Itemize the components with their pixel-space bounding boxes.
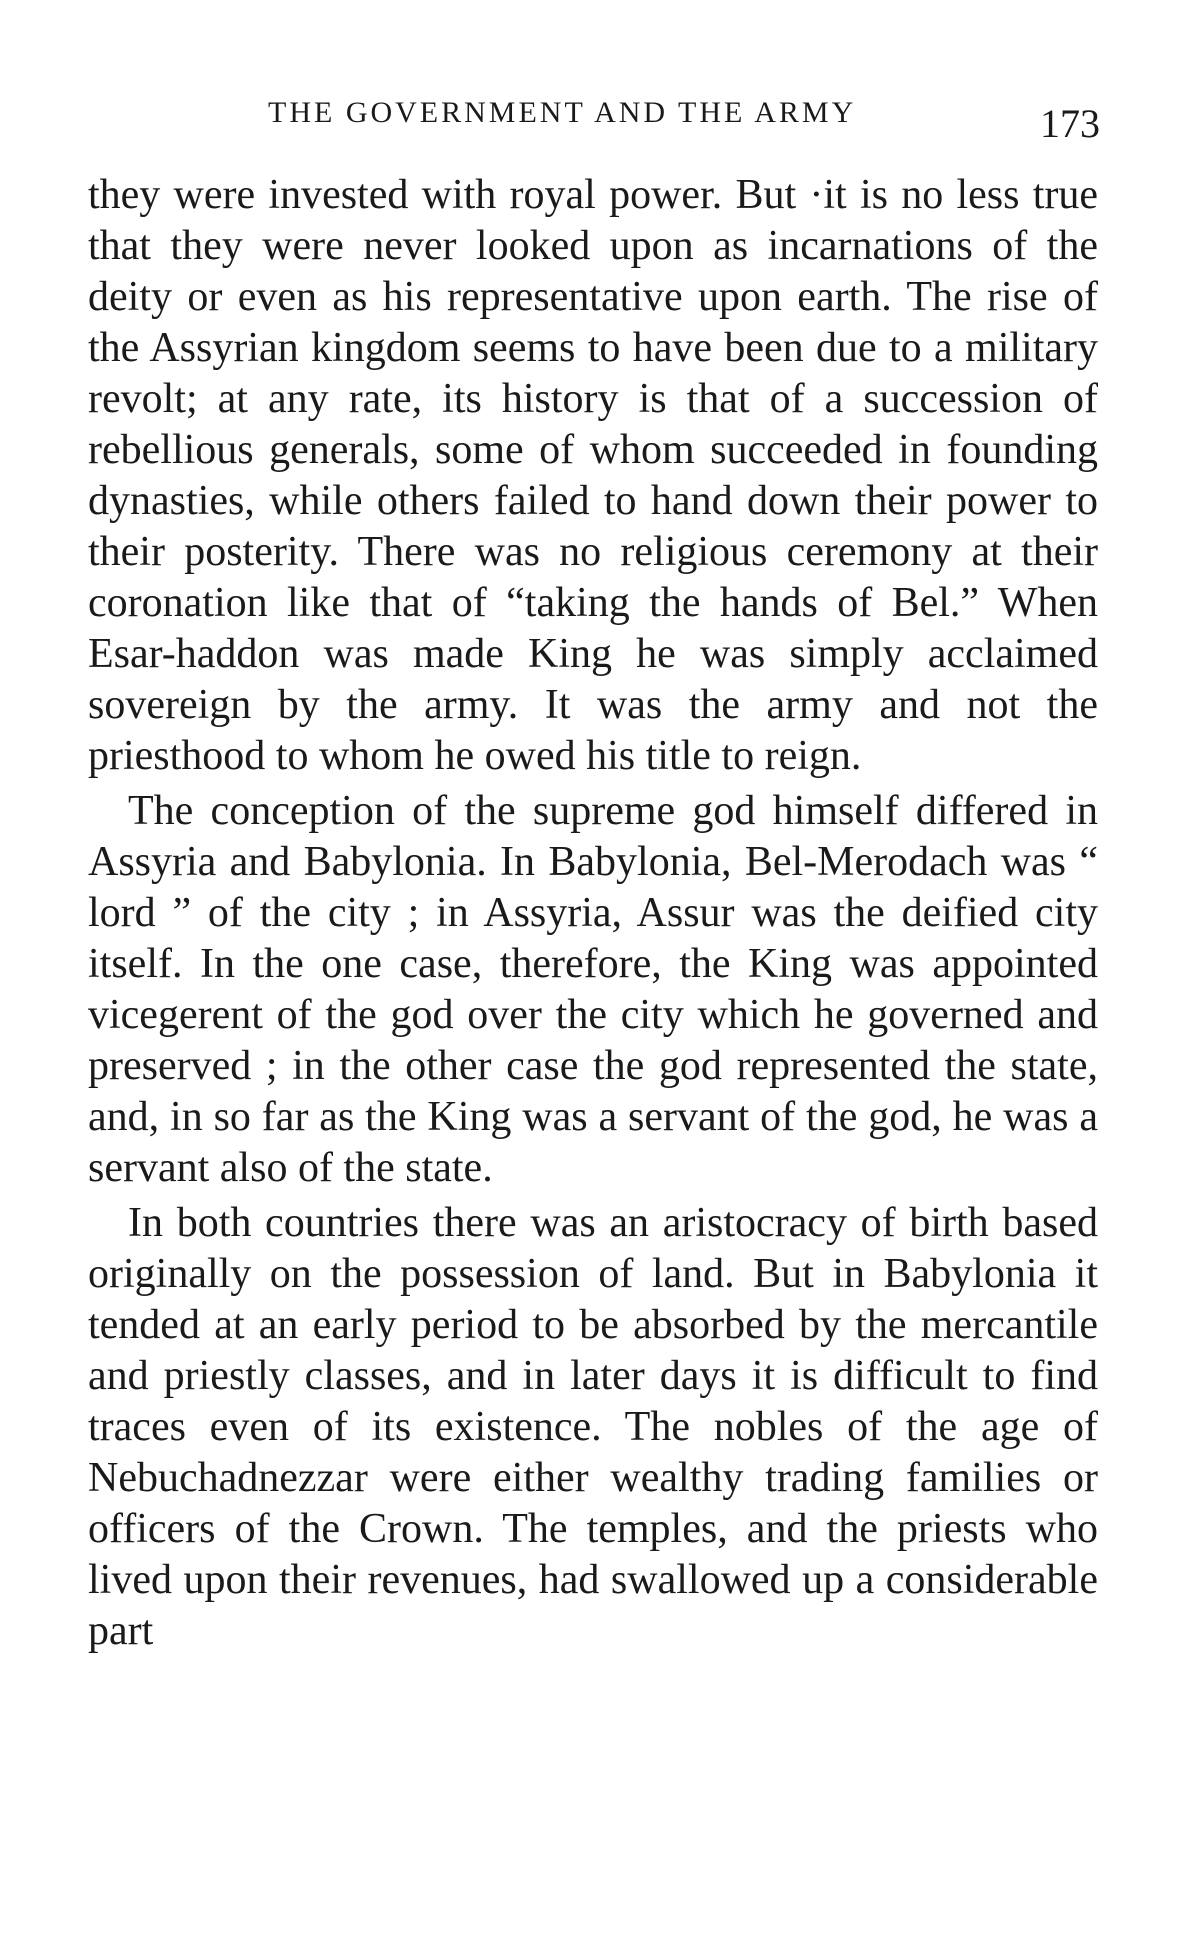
paragraph-continued: they were invested with royal power. But ·it is no less true that they were never looked upon as incarnations of the deity or even as his representative upon earth. The rise of the Assyrian kingdom seems to have been due to a military revolt; at any rate, its history is that of a succession of rebellious generals, some of whom succeeded in founding dynasties, while others failed to hand down their power to their posterity. There was no religious ceremony at their coronation like that of “taking the hands of Bel.” When Esar-haddon was made King he was simply acclaimed sovereign by the army. It was the army and not the priesthood to whom he owed his title to reign. xyxy=(88,172,1098,779)
body-text xyxy=(88,170,1098,1661)
paragraph-supreme-god: The conception of the supreme god himself differed in Assyria and Babylonia. In Babylonia, Bel-Merodach was “ lord ” of the city ; in Assyria, Assur was the deified city itself. In the one case, therefore, the King was appointed vicegerent of the god over the city which he governed and preserved ; in the other case the god represented the state, and, in so far as the King was a servant of the god, he was a servant also of the state. xyxy=(88,788,1098,1191)
page-number: 173 xyxy=(1040,101,1100,146)
paragraph-aristocracy: In both countries there was an aristocracy of birth based originally on the possession of land. But in Babylonia it tended at an early period to be absorbed by the mercantile and priestly classes, and in later days it is difficult to find traces even of its existence. The nobles of the age of Nebuchadnezzar were either wealthy trading families or officers of the Crown. The temples, and the priests who lived upon their revenues, had swallowed up a considerable part xyxy=(88,1200,1098,1654)
running-head: THE GOVERNMENT AND THE ARMY xyxy=(268,96,857,129)
